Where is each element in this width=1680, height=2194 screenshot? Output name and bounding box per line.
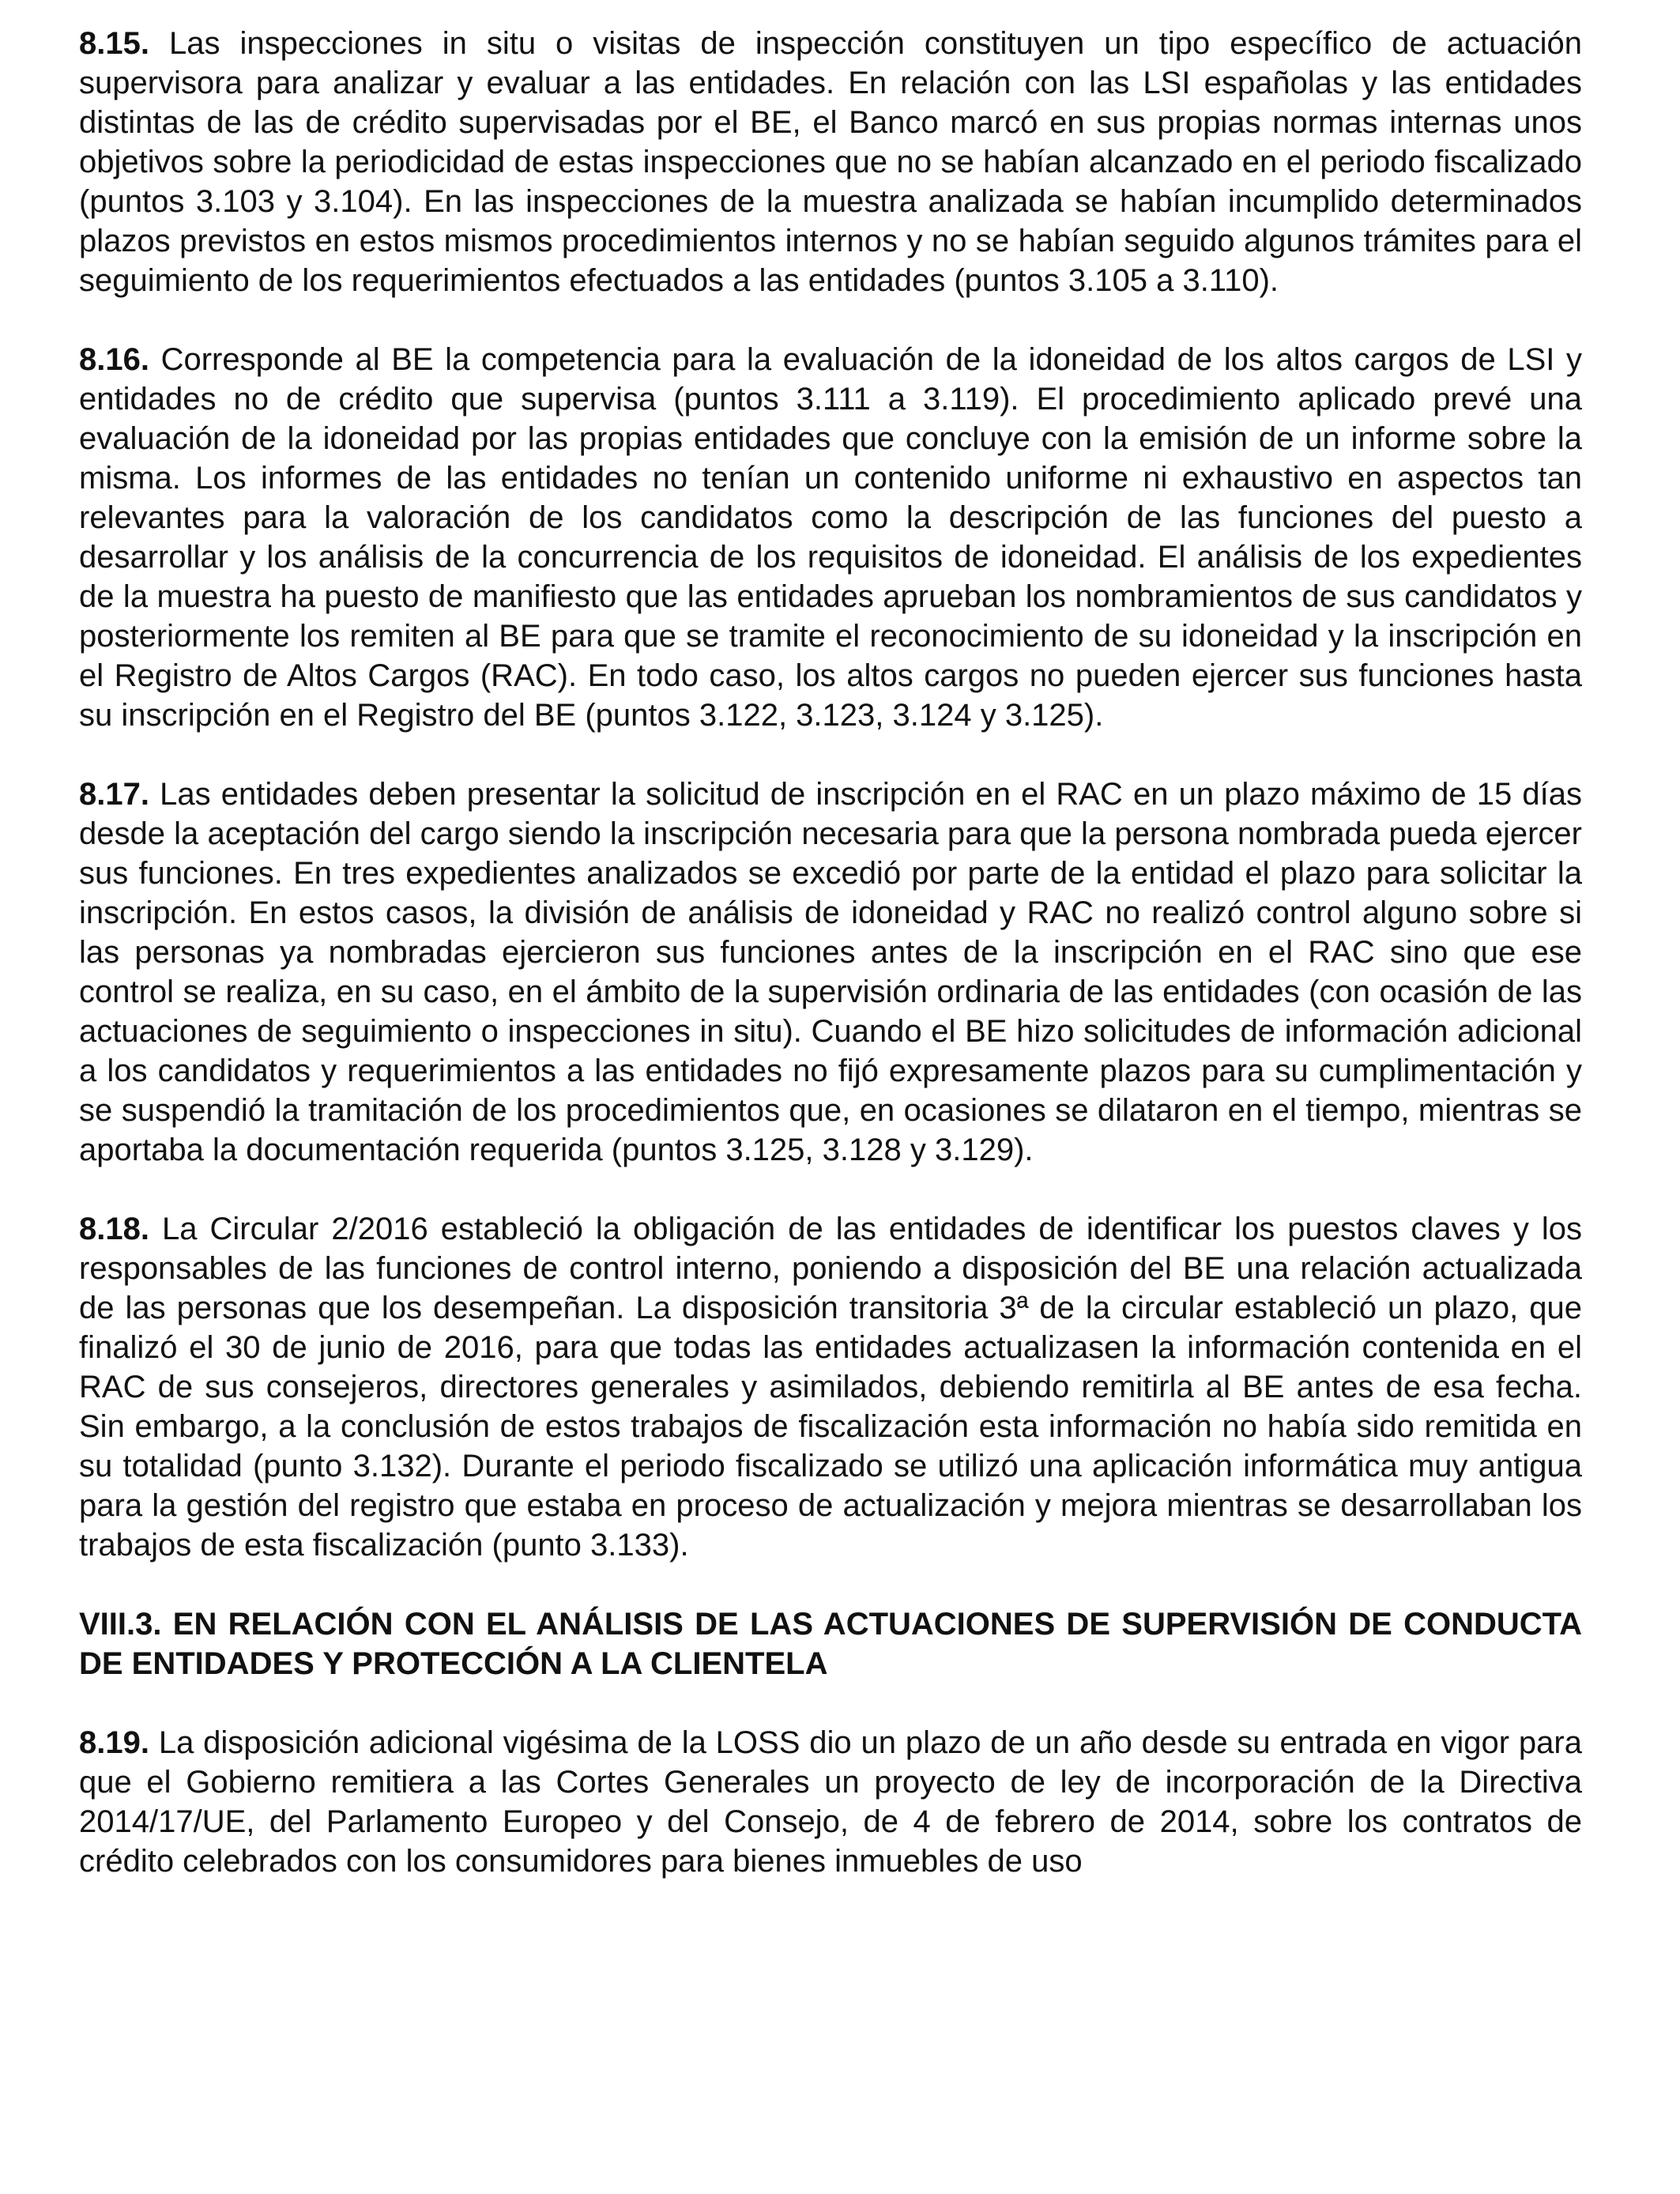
document-page (79, 24, 1582, 1881)
paragraph-8-16 (79, 340, 1582, 735)
paragraph-number: 8.15. (79, 26, 149, 61)
paragraph-8-18 (79, 1209, 1582, 1565)
paragraph-text: Las entidades deben presentar la solicitud de inscripción en el RAC en un plazo máximo de 15 días desde la aceptación del cargo siendo la inscripción necesaria para que la persona nombrada pueda ejercer sus funciones. En tres expedientes analizados se excedió por parte de la entidad el plazo para solicitar la inscripción. En estos casos, la división de análisis de idoneidad y RAC no realizó control alguno sobre si las personas ya nombradas ejercieron sus funciones antes de la inscripción en el RAC sino que ese control se realiza, en su caso, en el ámbito de la supervisión ordinaria de las entidades (con ocasión de las actuaciones de seguimiento o inspecciones in situ). Cuando el BE hizo solicitudes de información adicional a los candidatos y requerimientos a las entidades no fijó expresamente plazos para su cumplimentación y se suspendió la tramitación de los procedimientos que, en ocasiones se dilataron en el tiempo, mientras se aportaba la documentación requerida (puntos 3.125, 3.128 y 3.129). (79, 777, 1582, 1167)
paragraph-8-19 (79, 1723, 1582, 1881)
paragraph-8-17 (79, 775, 1582, 1170)
section-heading (79, 1604, 1582, 1683)
section-title: EN RELACIÓN CON EL ANÁLISIS DE LAS ACTUACIONES DE SUPERVISIÓN DE CONDUCTA DE ENTIDADES Y PROTECCIÓN A LA CLIENTELA (79, 1607, 1582, 1681)
paragraph-8-15 (79, 24, 1582, 300)
paragraph-number: 8.19. (79, 1725, 149, 1760)
paragraph-number: 8.18. (79, 1212, 149, 1246)
paragraph-text: La Circular 2/2016 estableció la obligación de las entidades de identificar los puestos claves y los responsables de las funciones de control interno, poniendo a disposición del BE una relación actualizada de las personas que los desempeñan. La disposición transitoria 3ª de la circular estableció un plazo, que finalizó el 30 de junio de 2016, para que todas las entidades actualizasen la información contenida en el RAC de sus consejeros, directores generales y asimilados, debiendo remitirla al BE antes de esa fecha. Sin embargo, a la conclusión de estos trabajos de fiscalización esta información no había sido remitida en su totalidad (punto 3.132). Durante el periodo fiscalizado se utilizó una aplicación informática muy antigua para la gestión del registro que estaba en proceso de actualización y mejora mientras se desarrollaban los trabajos de esta fiscalización (punto 3.133). (79, 1212, 1582, 1563)
paragraph-text: Corresponde al BE la competencia para la evaluación de la idoneidad de los altos cargos de LSI y entidades no de crédito que supervisa (puntos 3.111 a 3.119). El procedimiento aplicado prevé una evaluación de la idoneidad por las propias entidades que concluye con la emisión de un informe sobre la misma. Los informes de las entidades no tenían un contenido uniforme ni exhaustivo en aspectos tan relevantes para la valoración de los candidatos como la descripción de las funciones del puesto a desarrollar y los análisis de la concurrencia de los requisitos de idoneidad. El análisis de los expedientes de la muestra ha puesto de manifiesto que las entidades aprueban los nombramientos de sus candidatos y posteriormente los remiten al BE para que se tramite el reconocimiento de su idoneidad y la inscripción en el Registro de Altos Cargos (RAC). En todo caso, los altos cargos no pueden ejercer sus funciones hasta su inscripción en el Registro del BE (puntos 3.122, 3.123, 3.124 y 3.125). (79, 342, 1582, 733)
paragraph-text: Las inspecciones in situ o visitas de inspección constituyen un tipo específico de actuación supervisora para analizar y evaluar a las entidades. En relación con las LSI españolas y las entidades distintas de las de crédito supervisadas por el BE, el Banco marcó en sus propias normas internas unos objetivos sobre la periodicidad de estas inspecciones que no se habían alcanzado en el periodo fiscalizado (puntos 3.103 y 3.104). En las inspecciones de la muestra analizada se habían incumplido determinados plazos previstos en estos mismos procedimientos internos y no se habían seguido algunos trámites para el seguimiento de los requerimientos efectuados a las entidades (puntos 3.105 a 3.110). (79, 26, 1582, 298)
paragraph-text: La disposición adicional vigésima de la LOSS dio un plazo de un año desde su entrada en vigor para que el Gobierno remitiera a las Cortes Generales un proyecto de ley de incorporación de la Directiva 2014/17/UE, del Parlamento Europeo y del Consejo, de 4 de febrero de 2014, sobre los contratos de crédito celebrados con los consumidores para bienes inmuebles de uso (79, 1725, 1582, 1879)
paragraph-number: 8.16. (79, 342, 149, 377)
paragraph-number: 8.17. (79, 777, 149, 812)
section-number: VIII.3. (79, 1607, 162, 1642)
